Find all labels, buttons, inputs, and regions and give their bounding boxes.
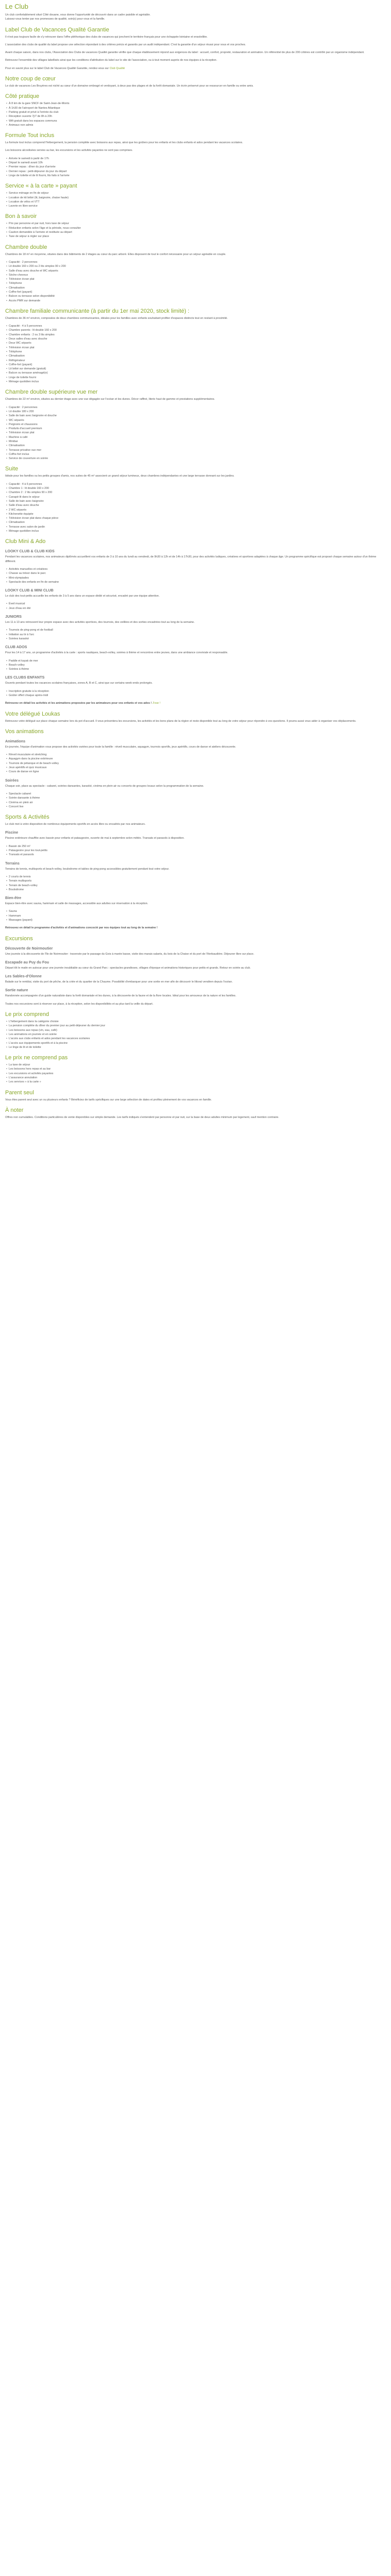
chambre-double-title: Chambre double xyxy=(5,244,47,250)
list-item: • Réception ouverte 7j/7 de 8h à 20h xyxy=(6,114,386,118)
clubs-title: Club Mini & Ado xyxy=(5,538,46,545)
subsection-list xyxy=(5,753,386,774)
list-item: • Arrivée le samedi à partir de 17h xyxy=(6,157,386,161)
list-item: • Bassin de 250 m² xyxy=(6,844,386,849)
excursions-sections xyxy=(5,946,386,998)
subsection-title: Animations xyxy=(5,738,26,743)
list-item: • Coffre-fort inclus xyxy=(6,452,386,456)
label-intro: Il n'est pas toujours facile de s'y retrouver dans l'offre pléthorique des clubs de vacances qui jonchent le territoire français pour une échappée lointaine et ensoleillée. L'association des clubs de qualité du label propose une sélection répondant à des critères précis et garantis par un audit indépendant. C'est la garantie d'un séjour réussi pour vous et vos proches. Avant chaque saison, dans nos clubs, l'Association des Clubs de vacances Qualité garantie vérifie que chaque établissement répond aux exigences du label : accueil, confort, propreté, restauration et animation. Un référentiel de plus de 200 critères est contrôlé par un organisme indépendant. Retrouvez l'ensemble des villages labellisés ainsi que les conditions d'attribution du label sur le site de l'association, ou à tout moment auprès de nos équipes à la réception. Pour en savoir plus sur le label Club de Vacances Qualité Garantie, rendez-vous sur Club Qualité xyxy=(5,35,365,70)
list-item: • Linge de toilette fourni xyxy=(6,376,386,380)
parent-seul-title: Parent seul xyxy=(5,1089,34,1096)
subsection-title: LOOKY CLUB & CLUB KIDS xyxy=(5,549,55,554)
list-item: • Coffre-fort (payant) xyxy=(6,363,386,367)
delegue-text: Retrouvez votre délégué sur place chaque semaine lors du pot d'accueil. Il vous présentera les excursions, les activités et les bons plans de la région et reste disponible tout au long de votre séjour pour répondre à vos questions. Il pourra aussi vous aider à organiser vos déplacements. xyxy=(5,719,356,723)
page: Le Club Un club confortablement situé Côté douane, vous donne l'opportunité de découvrir dans un cadre paisible et agréable. Laissez-vous tenter par nos promesses de qualité, soin(s) pour vous et la famille. Label Club de Vacances Qualité Garantie Il n'est pas toujours facile de s'y retrouver dans l'offre pléthorique des clubs de vacances qui jonchent le territoire français pour une échappée lointaine et ensoleillée. L'association des clubs de qualité du label propose une sélection répondant à des critères précis et garantis par un audit indépendant. C'est la garantie d'un séjour réussi pour vous et vos proches. Avant chaque saison, dans nos clubs, l'Association des Clubs de vacances Qualité garantie vérifie que chaque établissement répond aux exigences du label : accueil, confort, propreté, restauration et animation. Un référentiel de plus de 200 critères est contrôlé par un organisme indépendant. Retrouvez l'ensemble des villages labellisés ainsi que les conditions d'attribution du label sur le site de l'association, ou à tout moment auprès de nos équipes à la réception. Pour en savoir plus sur le label Club de Vacances Qualité Garantie, rendez-vous sur Club Qualité Notre coup de cœur Le club de vacances Les Bruyères est niché au cœur d'un domaine ombragé et verdoyant, à deux pas des plages et de la forêt domaniale. Un écrin préservé pour se ressourcer en famille ou entre amis. Côté pratique • À 8 km de la gare SNCF de Saint-Jean-de-Monts • À 1h30 de l'aéroport de Nantes Atlantique • Parking gratuit et privé à l'entrée du club • Réception ouverte 7j/7 de 8h à 20h • Wifi gratuit dans les espaces communs • Animaux non admis Formule Tout inclus La formule tout inclus comprend l'hébergement, la pension complète avec boissons aux repas, ainsi que les goûters pour les enfants et les clubs enfants et ados pendant les vacances scolaires. Les boissons alcoolisées servies au bar, les excursions et les activités payantes ne sont pas comprises. • Arrivée le samedi à partir de 17h • Départ le samedi avant 10h • Premier repas : dîner du jour d'arrivée • Dernier repas : petit-déjeuner du jour du départ • Linge de toilette et de lit fourni, lits faits à l'arrivée Service « à la carte » payant • Service ménage en fin de séjour • Location de kit bébé (lit, baignoire, chaise haute) • Location de vélos et VTT • Laverie en libre-service Bon à savoir • Prix par personne et par nuit, hors taxe de séjour • Réduction enfants selon l'âge et la période, nous consulter • Caution demandée à l'arrivée et restituée au départ • Taxe de séjour à régler sur place Chambre double Chambres de 18 m² en moyenne, situées dans des bâtiments de 2 étages au cœur du parc arboré. Elles disposent de tout le confort nécessaire pour un séjour agréable en couple. • Capacité : 2 personnes • Lit double 160 x 200 ou 2 lits simples 90 x 200 • Salle d'eau avec douche et WC séparés • Sèche-cheveux • Télévision écran plat • Téléphone • Climatisation • Coffre-fort (payant) • Balcon ou terrasse selon disponibilité • Accès PMR sur demande Chambre familiale communicante (à partir du 1er mai 2020, stock limité) : Chambres de 36 m² environ, composées de deux chambres communicantes, idéales pour les familles avec enfants souhaitant profiter d'espaces distincts tout en restant à proximité. • Capacité : 4 à 5 personnes • Chambre parents : lit double 160 x 200 • Chambre enfants : 2 ou 3 lits simples • Deux salles d'eau avec douche • Deux WC séparés • Télévision écran plat • Téléphone • Climatisation • Réfrigérateur • Coffre-fort (payant) • Lit bébé sur demande (gratuit) • Balcon ou terrasse aménagé(e) • Linge de toilette fourni • Ménage quotidien inclus Chambre double supérieure vue mer Chambres de 22 m² environ, situées au dernier étage avec une vue dégagée sur l'océan et les dunes. Décor raffiné, literie haut de gamme et prestations supplémentaires. • Capacité : 2 personnes • Lit double 180 x 200 • Salle de bain avec baignoire et douche • WC séparés • Peignoirs et chaussons • Produits d'accueil premium • Télévision écran plat • Machine à café • Minibar • Climatisation • Terrasse privative vue mer • Coffre-fort inclus • Service de couverture en soirée Suite Idéale pour les familles ou les petits groupes d'amis, nos suites de 45 m² associent un grand séjour lumineux, deux chambres indépendantes et une large terrasse donnant sur les jardins. • Capacité : 4 à 6 personnes • Chambre 1 : lit double 160 x 200 • Chambre 2 : 2 lits simples 90 x 200 • Canapé-lit dans le séjour • Salle de bain avec baignoire • Salle d'eau avec douche • 2 WC séparés • Kitchenette équipée • Télévision écran plat dans chaque pièce • Climatisation • Terrasse avec salon de jardin • Ménage quotidien inclus Club Mini & Ado LOOKY CLUB & CLUB KIDS Pendant les vacances scolaires, nos animateurs diplômés accueillent vos enfants de 3 à 10 ans du lundi au vendredi, de 9h30 à 12h et de 14h à 17h30, pour des activités ludiques, créatives et sportives adaptées à chaque âge. Un programme spécifique est proposé chaque semaine autour d'un thème différent. • Activités manuelles et créatives • Chasse au trésor dans le parc • Mini-olympiades • Spectacle des enfants en fin de semaine LOOKY CLUB & MINI CLUB Le club des tout-petits accueille les enfants de 3 à 5 ans dans un espace dédié et sécurisé, encadré par une équipe attentive. • Éveil musical • Jeux d'eau en été JUNIORS Les 11 à 13 ans retrouvent leur propre espace avec des activités sportives, des tournois, des veillées et des sorties encadrées tout au long de la semaine. • Tournois de ping-pong et de football • Initiation au tir à l'arc • Soirées karaoké CLUB ADOS Pour les 14 à 17 ans, un programme d'activités à la carte : sports nautiques, beach-volley, soirées à thème et rencontres entre jeunes, dans une ambiance conviviale et responsable. • Paddle et kayak de mer • Beach-volley • Soirées à thème LES CLUBS ENFANTS Ouverts pendant toutes les vacances scolaires françaises, zones A, B et C, ainsi que sur certains week-ends prolongés. • Inscription gratuite à la réception • Goûter offert chaque après-midi Retrouvez en détail les activités et les animations proposées par les animateurs pour vos enfants et vos ados ! J'ose ! Votre délégué Loukas Retrouvez votre délégué sur place chaque semaine lors du pot d'accueil. Il vous présentera les excursions, les activités et les bons plans de la région et reste disponible tout au long de votre séjour pour répondre à vos questions. Il pourra aussi vous aider à organiser vos déplacements. Vos animations Animations En journée, l'équipe d'animation vous propose des activités variées pour toute la famille : réveil musculaire, aquagym, tournois sportifs, jeux apéritifs, cours de danse et ateliers découverte. • Réveil musculaire et stretching • Aquagym dans la piscine extérieure • Tournois de pétanque et de beach-volley • Jeux apéritifs et quiz musicaux • Cours de danse en ligne Soirées Chaque soir, place au spectacle : cabaret, soirées dansantes, karaoké, cinéma en plein air ou concerts de groupes locaux selon la programmation de la semaine. • Spectacle cabaret • Soirée dansante à thème • Cinéma en plein air • Concert live Sports & Activités Le club met à votre disposition de nombreux équipements sportifs en accès libre ou encadrés par nos animateurs. Piscine Piscine extérieure chauffée avec bassin pour enfants et pataugeoire, ouverte de mai à septembre selon météo. Transats et parasols à disposition. • Bassin de 250 m² • Pataugeoire pour les tout-petits • Transats et parasols Terrains Terrains de tennis, multisports et beach-volley, boulodrome et tables de ping-pong accessibles gratuitement pendant tout votre séjour. • 2 courts de tennis • Terrain multisports • Terrain de beach-volley • Boulodrome Bien-être Espace bien-être avec sauna, hammam et salle de massages, accessible aux adultes sur réservation à la réception. • Sauna • Hammam • Massages (payant) Retrouvez en détail le programme d'activités et d'animations concocté par nos équipes tout au long de la semaine ! Excursions Découverte de Noirmoutier Une journée à la découverte de l'île de Noirmoutier : traversée par le passage du Gois à marée basse, visite des marais salants, du bois de la Chaise et du port de l'Herbaudière. Déjeuner libre sur place. Escapade au Puy du Fou Départ tôt le matin en autocar pour une journée inoubliable au cœur du Grand Parc : spectacles grandioses, villages d'époque et animations historiques pour petits et grands. Retour en soirée au club. Les Sables-d'Olonne Balade sur le remblai, visite du port de pêche, de la criée et du quartier de la Chaume. Possibilité d'embarquer pour une sortie en mer afin de découvrir le littoral vendéen depuis l'océan. Sortie nature Randonnée accompagnée d'un guide naturaliste dans la forêt domaniale et les dunes, à la découverte de la faune et de la flore locales. Idéal pour les amoureux de la nature et les familles. Toutes nos excursions sont à réserver sur place, à la réception, selon les disponibilités et au plus tard la veille du départ. Le prix comprend • L'hébergement dans la catégorie choisie • La pension complète du dîner du premier jour au petit-déjeuner du dernier jour • Les boissons aux repas (vin, eau, café) • Les animations en journée et en soirée • L'accès aux clubs enfants et ados pendant les vacances scolaires • L'accès aux équipements sportifs et à la piscine • Le linge de lit et de toilette Le prix ne comprend pas • La taxe de séjour • Les boissons hors repas et au bar • Les excursions et activités payantes • L'assurance annulation • Les services « à la carte » Parent seul Vous êtes parent seul avec un ou plusieurs enfants ? Bénéficiez de tarifs spécifiques sur une large sélection de dates et profitez pleinement de vos vacances en famille. À noter Offres non cumulables. Conditions particulières de vente disponibles sur simple demande. Les tarifs indiqués s'entendent par personne et par nuit, sur la base de deux adultes minimum par logement, sauf mention contraire. xyxy=(0,0,391,1126)
list-item: • Terrasse avec salon de jardin xyxy=(6,525,386,529)
subsection-title: CLUB ADOS xyxy=(5,645,27,650)
list-item: • Chasse au trésor dans le parc xyxy=(6,571,386,575)
subsection-list xyxy=(5,659,386,672)
chambre-familiale-list xyxy=(5,324,386,384)
subsection-text: Balade sur le remblai, visite du port de pêche, de la criée et du quartier de la Chaume. Possibilité d'embarquer pour une sortie en mer afin de découvrir le littoral vendéen depuis l'océan. xyxy=(5,980,233,984)
subsection-title: Les Sables-d'Olonne xyxy=(5,974,42,979)
subsection-list xyxy=(5,792,386,809)
list-item: • Animaux non admis xyxy=(6,123,386,127)
list-item: • Minibar xyxy=(6,439,386,444)
animations-title: Vos animations xyxy=(5,728,44,735)
subsection xyxy=(5,988,386,998)
list-item: • Dernier repas : petit-déjeuner du jour du départ xyxy=(6,170,386,174)
list-item: • Beach-volley xyxy=(6,663,386,667)
list-item: • Jeux d'eau en été xyxy=(6,606,386,611)
chambre-superieure-list xyxy=(5,405,386,461)
list-item: • Terrain multisports xyxy=(6,879,386,883)
list-item: • Salle d'eau avec douche xyxy=(6,503,386,507)
list-item: • Taxe de séjour à régler sur place xyxy=(6,234,386,239)
list-item: • Deux salles d'eau avec douche xyxy=(6,337,386,341)
animations-sections xyxy=(5,739,386,809)
list-item: • Les excursions et activités payantes xyxy=(6,1072,386,1076)
list-item: • Chambre 2 : 2 lits simples 90 x 200 xyxy=(6,490,386,495)
list-item: • Produits d'accueil premium xyxy=(6,427,386,431)
list-item: • Location de kit bébé (lit, baignoire, chaise haute) xyxy=(6,196,386,200)
subsection-text: Une journée à la découverte de l'île de Noirmoutier : traversée par le passage du Gois à marée basse, visite des marais salants, du bois de la Chaise et du port de l'Herbaudière. Déjeuner libre sur place. xyxy=(5,952,254,956)
list-item: • Climatisation xyxy=(6,354,386,358)
list-item: • Initiation au tir à l'arc xyxy=(6,633,386,637)
subsection-list xyxy=(5,875,386,892)
list-item: • La taxe de séjour xyxy=(6,1063,386,1067)
prix-ne-comprend-list xyxy=(5,1063,386,1084)
suite-title: Suite xyxy=(5,466,19,472)
list-item: • Départ le samedi avant 10h xyxy=(6,161,386,165)
list-item: • Kitchenette équipée xyxy=(6,512,386,516)
list-item: • Parking gratuit et privé à l'entrée du club xyxy=(6,110,386,114)
list-item: • Hammam xyxy=(6,914,386,918)
subsection-list xyxy=(5,602,386,611)
list-item: • Jeux apéritifs et quiz musicaux xyxy=(6,766,386,770)
list-item: • Linge de toilette et de lit fourni, lits faits à l'arrivée xyxy=(6,174,386,178)
subsection xyxy=(5,778,386,809)
subsection xyxy=(5,830,386,857)
subsection-list xyxy=(5,628,386,641)
list-item: • Terrain de beach-volley xyxy=(6,884,386,888)
subsection xyxy=(5,614,386,641)
list-item: • Climatisation xyxy=(6,520,386,524)
list-item: • Wifi gratuit dans les espaces communs xyxy=(6,119,386,123)
list-item: • Tournois de pétanque et de beach-volley xyxy=(6,761,386,766)
label-link[interactable]: Club Qualité xyxy=(109,66,125,70)
list-item: • Spectacle des enfants en fin de semaine xyxy=(6,580,386,584)
formule-title: Formule Tout inclus xyxy=(5,132,55,139)
list-item: • Machine à café xyxy=(6,435,386,439)
subsection xyxy=(5,960,386,970)
list-item: • Transats et parasols xyxy=(6,853,386,857)
list-item: • Éveil musical xyxy=(6,602,386,606)
list-item: • Sauna xyxy=(6,909,386,913)
intro-subtitle: Un club confortablement situé Côté douane, vous donne l'opportunité de découvrir dans un cadre paisible et agréable. Laissez-vous tenter par nos promesses de qualité, soin(s) pour vous et la famille. xyxy=(5,13,151,21)
list-item: • Coffre-fort (payant) xyxy=(6,290,386,294)
list-item: • Balcon ou terrasse aménagé(e) xyxy=(6,371,386,375)
list-item: • Télévision écran plat xyxy=(6,277,386,281)
list-item: • Location de vélos et VTT xyxy=(6,200,386,204)
list-item: • Salle d'eau avec douche et WC séparés xyxy=(6,269,386,273)
page-title: Le Club xyxy=(5,3,28,10)
list-item: • Spectacle cabaret xyxy=(6,792,386,796)
list-item: • L'accès aux clubs enfants et ados pendant les vacances scolaires xyxy=(6,1037,386,1041)
list-item: • Les animations en journée et en soirée xyxy=(6,1032,386,1037)
list-item: • Soirée dansante à thème xyxy=(6,796,386,800)
list-item: • Goûter offert chaque après-midi xyxy=(6,693,386,698)
a-noter-title: À noter xyxy=(5,1107,24,1113)
list-item: • L'assurance annulation xyxy=(6,1076,386,1080)
list-item: • Tournois de ping-pong et de football xyxy=(6,628,386,632)
parent-seul-text: Vous êtes parent seul avec un ou plusieurs enfants ? Bénéficiez de tarifs spécifiques sur une large sélection de dates et profitez pleinement de vos vacances en famille. xyxy=(5,1098,212,1101)
subsection-title: Piscine xyxy=(5,830,19,835)
list-item: • Pataugeoire pour les tout-petits xyxy=(6,849,386,853)
subsection-text: Randonnée accompagnée d'un guide naturaliste dans la forêt domaniale et les dunes, à la découverte de la faune et de la flore locales. Idéal pour les amoureux de la nature et les familles. xyxy=(5,994,236,998)
subsection-title: Sortie nature xyxy=(5,988,28,993)
subsection-text: Le club des tout-petits accueille les enfants de 3 à 5 ans dans un espace dédié et sécurisé, encadré par une équipe attentive. xyxy=(5,595,160,598)
list-item: • Les boissons hors repas et au bar xyxy=(6,1067,386,1071)
list-item: • La pension complète du dîner du premier jour au petit-déjeuner du dernier jour xyxy=(6,1024,386,1028)
list-item: • 2 WC séparés xyxy=(6,508,386,512)
list-item: • Les boissons aux repas (vin, eau, café) xyxy=(6,1028,386,1032)
subsection-text: Ouverts pendant toutes les vacances scolaires françaises, zones A, B et C, ainsi que sur certains week-ends prolongés. xyxy=(5,682,153,685)
list-item: • Aquagym dans la piscine extérieure xyxy=(6,757,386,761)
list-item: • Lit bébé sur demande (gratuit) xyxy=(6,367,386,371)
list-item: • Mini-olympiades xyxy=(6,576,386,580)
list-item: • Premier repas : dîner du jour d'arrivée xyxy=(6,165,386,169)
clubs-sections xyxy=(5,549,386,698)
list-item: • Terrasse privative vue mer xyxy=(6,448,386,452)
list-item: • Laverie en libre-service xyxy=(6,204,386,208)
list-item: • Réduction enfants selon l'âge et la période, nous consulter xyxy=(6,226,386,230)
suite-list xyxy=(5,482,386,534)
subsection-title: Soirées xyxy=(5,777,19,783)
label-title: Label Club de Vacances Qualité Garantie xyxy=(5,26,109,33)
list-item: • Le linge de lit et de toilette xyxy=(6,1045,386,1049)
list-item: • Soirées karaoké xyxy=(6,637,386,641)
cote-pratique-title: Côté pratique xyxy=(5,93,40,100)
list-item: • Chambre parents : lit double 160 x 200 xyxy=(6,328,386,332)
cote-pratique-list xyxy=(5,101,386,127)
subsection xyxy=(5,588,386,611)
subsection-list xyxy=(5,909,386,922)
subsection xyxy=(5,549,386,584)
list-item: • Climatisation xyxy=(6,286,386,290)
list-item: • Réfrigérateur xyxy=(6,359,386,363)
list-item: • Télévision écran plat dans chaque pièce xyxy=(6,516,386,520)
sports-sections xyxy=(5,830,386,922)
service-list xyxy=(5,191,386,208)
subsection-text: Chaque soir, place au spectacle : cabaret, soirées dansantes, karaoké, cinéma en plein air ou concerts de groupes locaux selon la programmation de la semaine. xyxy=(5,784,204,788)
list-item: • Service ménage en fin de séjour xyxy=(6,191,386,195)
subsection-text: Les 11 à 13 ans retrouvent leur propre espace avec des activités sportives, des tournois, des veillées et des sorties encadrées tout au long de la semaine. xyxy=(5,621,195,624)
subsection-text: Espace bien-être avec sauna, hammam et salle de massages, accessible aux adultes sur réservation à la réception. xyxy=(5,902,149,906)
list-item: • Lit double 180 x 200 xyxy=(6,410,386,414)
subsection xyxy=(5,675,386,698)
list-item: • Concert live xyxy=(6,805,386,809)
list-item: • L'hébergement dans la catégorie choisie xyxy=(6,1020,386,1024)
prix-comprend-title: Le prix comprend xyxy=(5,1011,49,1018)
subsection xyxy=(5,895,386,922)
list-item: • Les services « à la carte » xyxy=(6,1080,386,1084)
list-item: • À 1h30 de l'aéroport de Nantes Atlantique xyxy=(6,106,386,110)
list-item: • Caution demandée à l'arrivée et restituée au départ xyxy=(6,230,386,234)
subsection xyxy=(5,645,386,671)
list-item: • WC séparés xyxy=(6,418,386,422)
coup-de-coeur-title: Notre coup de cœur xyxy=(5,76,56,82)
list-item: • Canapé-lit dans le séjour xyxy=(6,495,386,499)
subsection-title: LES CLUBS ENFANTS xyxy=(5,675,45,680)
delegue-title: Votre délégué Loukas xyxy=(5,710,60,717)
list-item: • L'accès aux équipements sportifs et à la piscine xyxy=(6,1041,386,1045)
subsection-title: JUNIORS xyxy=(5,614,22,619)
subsection-text: Piscine extérieure chauffée avec bassin pour enfants et pataugeoire, ouverte de mai à septembre selon météo. Transats et parasols à disposition. xyxy=(5,837,185,840)
prix-ne-comprend-title: Le prix ne comprend pas xyxy=(5,1055,68,1061)
list-item: • Service de couverture en soirée xyxy=(6,456,386,461)
subsection-title: Découverte de Noirmoutier xyxy=(5,945,53,951)
list-item: • Boulodrome xyxy=(6,888,386,892)
subsection-list xyxy=(5,844,386,857)
list-item: • Téléphone xyxy=(6,281,386,285)
list-item: • Salle de bain avec baignoire et douche xyxy=(6,414,386,418)
coup-de-coeur-text: Le club de vacances Les Bruyères est niché au cœur d'un domaine ombragé et verdoyant, à deux pas des plages et de la forêt domaniale. Un écrin préservé pour se ressourcer en famille ou entre amis. xyxy=(5,84,254,88)
subsection-text: Pendant les vacances scolaires, nos animateurs diplômés accueillent vos enfants de 3 à 10 ans du lundi au vendredi, de 9h30 à 12h et de 14h à 17h30, pour des activités ludiques, créatives et sportives adaptées à chaque âge. Un programme spécifique est proposé chaque semaine autour d'un thème différent. xyxy=(5,555,377,563)
chambre-double-list xyxy=(5,260,386,303)
list-item: • Balcon ou terrasse selon disponibilité xyxy=(6,294,386,298)
subsection xyxy=(5,861,386,892)
list-item: • Téléphone xyxy=(6,350,386,354)
a-noter-text: Offres non cumulables. Conditions particulières de vente disponibles sur simple demande. Les tarifs indiqués s'entendent par personne et par nuit, sur la base de deux adultes minimum par logement, sauf mention contraire. xyxy=(5,1115,280,1119)
list-item: • Ménage quotidien inclus xyxy=(6,529,386,533)
list-item: • Prix par personne et par nuit, hors taxe de séjour xyxy=(6,222,386,226)
list-item: • À 8 km de la gare SNCF de Saint-Jean-de-Monts xyxy=(6,101,386,106)
list-item: • Sèche-cheveux xyxy=(6,273,386,277)
list-item: • Soirées à thème xyxy=(6,667,386,671)
list-item: • Ménage quotidien inclus xyxy=(6,380,386,384)
list-item: • Cours de danse en ligne xyxy=(6,770,386,774)
bon-a-savoir-list xyxy=(5,222,386,239)
excursions-title: Excursions xyxy=(5,935,33,942)
list-item: • Cinéma en plein air xyxy=(6,801,386,805)
list-item: • Capacité : 2 personnes xyxy=(6,260,386,264)
list-item: • 2 courts de tennis xyxy=(6,875,386,879)
subsection-title: Bien-être xyxy=(5,895,22,901)
chambre-superieure-title: Chambre double supérieure vue mer xyxy=(5,389,98,396)
subsection xyxy=(5,946,386,956)
list-item: • Capacité : 4 à 5 personnes xyxy=(6,324,386,328)
service-title: Service « à la carte » payant xyxy=(5,183,77,190)
list-item: • Peignoirs et chaussons xyxy=(6,422,386,427)
list-item: • Télévision écran plat xyxy=(6,431,386,435)
list-item: • Chambre enfants : 2 ou 3 lits simples xyxy=(6,333,386,337)
subsection-text: Pour les 14 à 17 ans, un programme d'activités à la carte : sports nautiques, beach-volley, soirées à thème et rencontres entre jeunes, dans une ambiance conviviale et responsable. xyxy=(5,651,229,655)
list-item: • Accès PMR sur demande xyxy=(6,299,386,303)
chambre-familiale-title: Chambre familiale communicante (à partir du 1er mai 2020, stock limité) : xyxy=(5,308,190,314)
subsection-title: Terrains xyxy=(5,860,20,866)
subsection-list xyxy=(5,689,386,698)
subsection-title: LOOKY CLUB & MINI CLUB xyxy=(5,588,54,593)
subsection xyxy=(5,739,386,774)
list-item: • Massages (payant) xyxy=(6,918,386,922)
formule-list xyxy=(5,157,386,178)
subsection-text: En journée, l'équipe d'animation vous propose des activités variées pour toute la famille : réveil musculaire, aquagym, tournois sportifs, jeux apéritifs, cours de danse et ateliers découverte. xyxy=(5,745,236,749)
subsection-text: Terrains de tennis, multisports et beach-volley, boulodrome et tables de ping-pong accessibles gratuitement pendant tout votre séjour. xyxy=(5,867,170,871)
excursions-note: Toutes nos excursions sont à réserver sur place, à la réception, selon les disponibilités et au plus tard la veille du départ. xyxy=(5,1002,154,1006)
list-item: • Réveil musculaire et stretching xyxy=(6,753,386,757)
subsection-list xyxy=(5,567,386,584)
subsection-title: Escapade au Puy du Fou xyxy=(5,959,50,964)
sports-title: Sports & Activités xyxy=(5,814,50,821)
list-item: • Inscription gratuite à la réception xyxy=(6,689,386,693)
list-item: • Télévision écran plat xyxy=(6,346,386,350)
subsection xyxy=(5,974,386,984)
list-item: • Capacité : 4 à 6 personnes xyxy=(6,482,386,486)
list-item: • Climatisation xyxy=(6,444,386,448)
bon-a-savoir-title: Bon à savoir xyxy=(5,213,37,220)
sports-note: Retrouvez en détail le programme d'activités et d'animations concocté par nos équipes tout au long de la semaine ! xyxy=(5,926,158,930)
list-item: • Deux WC séparés xyxy=(6,341,386,345)
clubs-note: Retrouvez en détail les activités et les animations proposées par les animateurs pour vos enfants et vos ados ! xyxy=(5,702,152,705)
list-item: • Paddle et kayak de mer xyxy=(6,659,386,663)
list-item: • Chambre 1 : lit double 160 x 200 xyxy=(6,486,386,490)
list-item: • Activités manuelles et créatives xyxy=(6,567,386,571)
list-item: • Capacité : 2 personnes xyxy=(6,405,386,410)
prix-comprend-list xyxy=(5,1020,386,1049)
list-item: • Lit double 160 x 200 ou 2 lits simples 90 x 200 xyxy=(6,264,386,268)
subsection-text: Départ tôt le matin en autocar pour une journée inoubliable au cœur du Grand Parc : spectacles grandioses, villages d'époque et animations historiques pour petits et grands. Retour en soirée au club. xyxy=(5,966,251,970)
list-item: • Salle de bain avec baignoire xyxy=(6,499,386,503)
clubs-cta-link[interactable]: J'ose ! xyxy=(152,702,160,705)
